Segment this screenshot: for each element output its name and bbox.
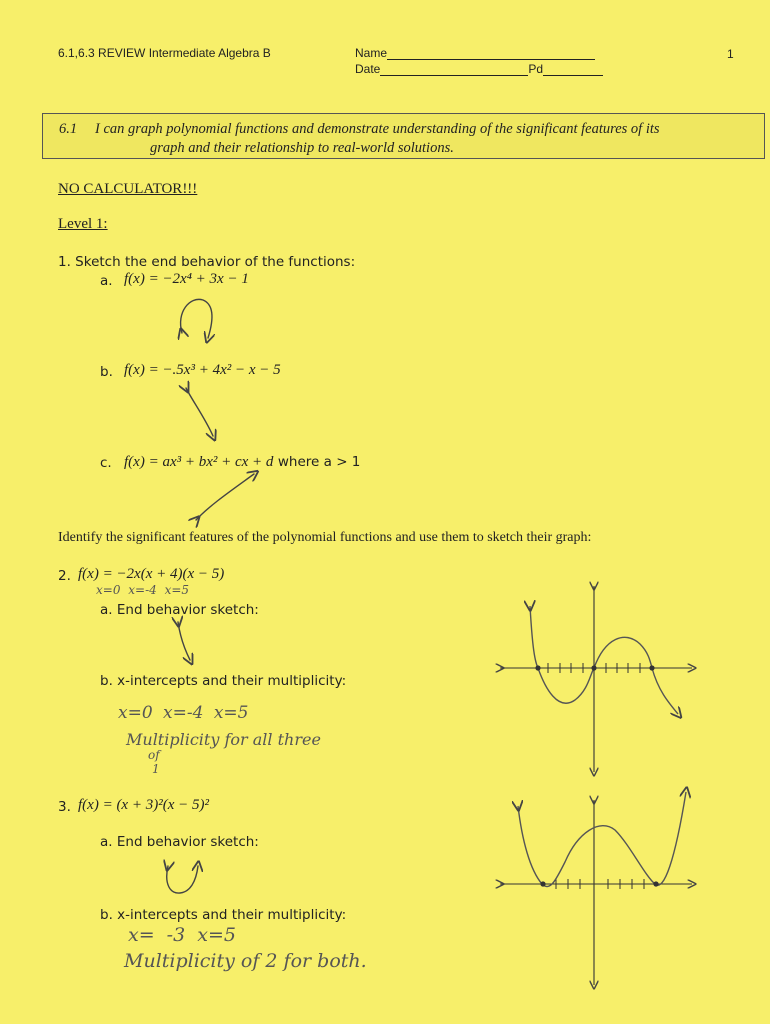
q1a-end-behavior-sketch [181,299,212,338]
q1c-label: c. [100,455,112,471]
q2b-prompt: b. x-intercepts and their multiplicity: [100,673,347,689]
q3-graph [500,792,692,985]
identify-instructions: Identify the significant features of the polynomial functions and use them to sketch their graph: [58,530,592,545]
q2a-prompt: a. End behavior sketch: [100,602,259,618]
q2-number: 2. [58,568,71,584]
q1a-expression: f(x) = −2x⁴ + 3x − 1 [124,271,249,287]
q1-prompt: 1. Sketch the end behavior of the functions: [58,254,356,270]
q2-handwritten-intercepts: x=0 x=-4 x=5 [118,703,249,723]
date-label: Date [355,62,381,76]
worksheet-title: 6.1,6.3 REVIEW Intermediate Algebra B [58,46,271,60]
no-calculator-heading: NO CALCULATOR!!! [58,181,198,197]
q3a-end-behavior-sketch [167,866,198,893]
q1c-condition: where a > 1 [277,454,361,470]
objective-line-1: I can graph polynomial functions and demonstrate understanding of the significant features of its [95,121,660,137]
q3b-prompt: b. x-intercepts and their multiplicity: [100,907,347,923]
q2-handwritten-zeros: x=0 x=-4 x=5 [96,583,190,597]
name-label: Name [355,46,388,60]
q1a-label: a. [100,273,113,289]
page-number: 1 [727,47,734,61]
q2-graph [500,586,692,772]
q1b-expression: f(x) = −.5x³ + 4x² − x − 5 [124,362,281,378]
q3-handwritten-intercepts: x= -3 x=5 [128,924,236,946]
q3-number: 3. [58,799,71,815]
level-heading: Level 1: [58,216,108,232]
q1b-end-behavior-sketch [186,388,213,436]
q3-handwritten-multiplicity: Multiplicity of 2 for both. [124,950,367,972]
q2-handwritten-of: of [148,748,160,762]
q3-expression: f(x) = (x + 3)²(x − 5)² [78,797,209,813]
q1c-expression: f(x) = ax³ + bx² + cx + d [124,454,274,470]
q1b-label: b. [100,364,113,380]
pd-label: Pd [528,62,544,76]
objective-number: 6.1 [59,121,78,137]
q2-handwritten-multiplicity: Multiplicity for all three [126,730,321,749]
q3a-prompt: a. End behavior sketch: [100,834,259,850]
q2-handwritten-one: 1 [152,762,160,776]
q2-expression: f(x) = −2x(x + 4)(x − 5) [78,566,225,582]
q2a-end-behavior-sketch [178,622,190,660]
q1c-end-behavior-sketch [196,474,254,520]
objective-line-2: graph and their relationship to real-world solutions. [150,140,454,156]
